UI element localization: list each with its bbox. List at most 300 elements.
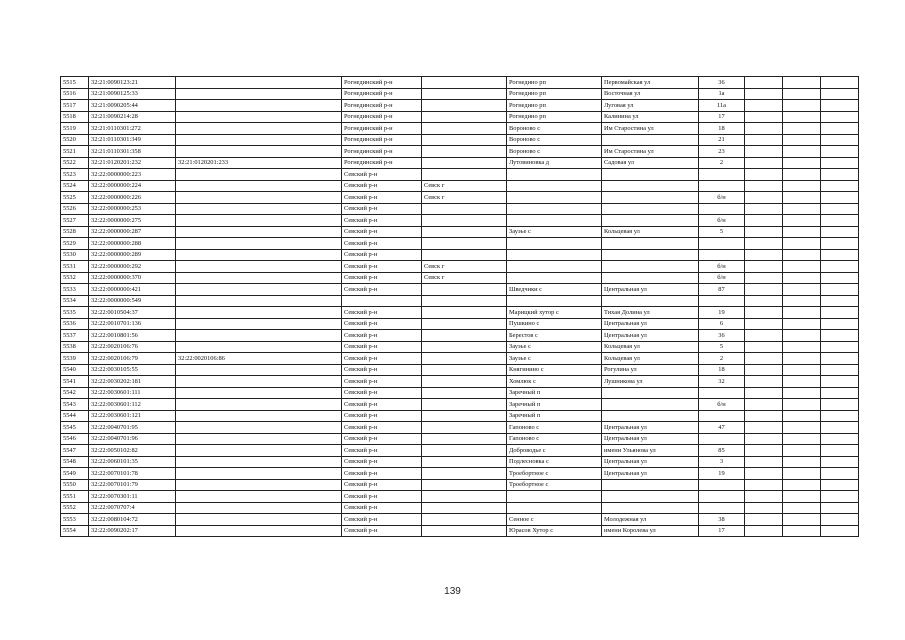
cell-settlement: Заречный п bbox=[507, 387, 602, 399]
cell-house-number bbox=[699, 491, 745, 503]
cell-city bbox=[422, 238, 507, 250]
cell-settlement bbox=[507, 249, 602, 261]
cell-linked-cadastral-number bbox=[176, 364, 342, 376]
cell-house-number: 85 bbox=[699, 445, 745, 457]
cell-extra-2 bbox=[783, 399, 821, 411]
cell-house-number: 36 bbox=[699, 330, 745, 342]
cell-extra-2 bbox=[783, 249, 821, 261]
cell-linked-cadastral-number: 32:21:0120201:233 bbox=[176, 157, 342, 169]
cell-street: Центральная ул bbox=[602, 456, 699, 468]
table-row bbox=[61, 261, 859, 273]
cell-cadastral-number: 32:22:0040701:96 bbox=[89, 433, 176, 445]
table-row bbox=[61, 364, 859, 376]
cell-cadastral-number: 32:22:0000000:223 bbox=[89, 169, 176, 181]
cell-city bbox=[422, 491, 507, 503]
cell-extra-2 bbox=[783, 192, 821, 204]
cell-row-number: 5536 bbox=[61, 318, 89, 330]
cell-linked-cadastral-number bbox=[176, 272, 342, 284]
table-row bbox=[61, 468, 859, 480]
cell-linked-cadastral-number bbox=[176, 192, 342, 204]
cell-district: Севский р-н bbox=[342, 433, 422, 445]
cell-street bbox=[602, 192, 699, 204]
cell-house-number bbox=[699, 169, 745, 181]
cell-house-number: 47 bbox=[699, 422, 745, 434]
cell-district: Севский р-н bbox=[342, 341, 422, 353]
cell-street: Им Старостина ул bbox=[602, 123, 699, 135]
cell-extra-2 bbox=[783, 226, 821, 238]
cell-extra-2 bbox=[783, 272, 821, 284]
cell-city bbox=[422, 284, 507, 296]
cell-linked-cadastral-number bbox=[176, 525, 342, 537]
cell-cadastral-number: 32:22:0030202:181 bbox=[89, 376, 176, 388]
cell-row-number: 5530 bbox=[61, 249, 89, 261]
cell-house-number: б/н bbox=[699, 215, 745, 227]
cell-street: Садовая ул bbox=[602, 157, 699, 169]
cell-extra-3 bbox=[821, 238, 859, 250]
cell-extra-2 bbox=[783, 169, 821, 181]
cell-cadastral-number: 32:22:0000000:289 bbox=[89, 249, 176, 261]
cell-street bbox=[602, 215, 699, 227]
table-row bbox=[61, 272, 859, 284]
cell-extra-2 bbox=[783, 123, 821, 135]
cell-house-number: 23 bbox=[699, 146, 745, 158]
cell-cadastral-number: 32:22:0010701:136 bbox=[89, 318, 176, 330]
cell-extra-3 bbox=[821, 180, 859, 192]
cell-city bbox=[422, 203, 507, 215]
cell-settlement: Рогнедино рп bbox=[507, 88, 602, 100]
cell-extra-2 bbox=[783, 180, 821, 192]
cell-extra-2 bbox=[783, 468, 821, 480]
table-row bbox=[61, 353, 859, 365]
cell-extra-2 bbox=[783, 525, 821, 537]
cell-extra-1 bbox=[745, 514, 783, 526]
cell-settlement: Юрасов Хутор с bbox=[507, 525, 602, 537]
cell-row-number: 5517 bbox=[61, 100, 89, 112]
cell-street bbox=[602, 180, 699, 192]
cell-city: Севск г bbox=[422, 261, 507, 273]
cell-city bbox=[422, 525, 507, 537]
cell-house-number: 5 bbox=[699, 341, 745, 353]
cell-extra-1 bbox=[745, 491, 783, 503]
cell-extra-2 bbox=[783, 203, 821, 215]
cell-row-number: 5543 bbox=[61, 399, 89, 411]
cell-city bbox=[422, 146, 507, 158]
cell-cadastral-number: 32:22:0080104:72 bbox=[89, 514, 176, 526]
cell-settlement: Доброводье с bbox=[507, 445, 602, 457]
cell-extra-1 bbox=[745, 433, 783, 445]
cell-row-number: 5527 bbox=[61, 215, 89, 227]
cell-extra-1 bbox=[745, 77, 783, 89]
cell-extra-1 bbox=[745, 134, 783, 146]
cell-street: Кольцевая ул bbox=[602, 353, 699, 365]
cell-house-number bbox=[699, 295, 745, 307]
table-row bbox=[61, 295, 859, 307]
cell-linked-cadastral-number bbox=[176, 502, 342, 514]
cell-cadastral-number: 32:21:0090123:21 bbox=[89, 77, 176, 89]
cell-extra-1 bbox=[745, 261, 783, 273]
cell-row-number: 5535 bbox=[61, 307, 89, 319]
cell-extra-3 bbox=[821, 249, 859, 261]
cell-street bbox=[602, 203, 699, 215]
table-row bbox=[61, 88, 859, 100]
cell-street bbox=[602, 502, 699, 514]
cell-extra-1 bbox=[745, 226, 783, 238]
cell-settlement: Марицкий хутор с bbox=[507, 307, 602, 319]
cell-settlement: Рогнедино рп bbox=[507, 111, 602, 123]
cell-district: Рогнединский р-н bbox=[342, 100, 422, 112]
cell-street: Центральная ул bbox=[602, 330, 699, 342]
cell-city bbox=[422, 445, 507, 457]
cell-settlement bbox=[507, 261, 602, 273]
cell-row-number: 5534 bbox=[61, 295, 89, 307]
cell-linked-cadastral-number bbox=[176, 134, 342, 146]
cell-street: Калинина ул bbox=[602, 111, 699, 123]
cell-linked-cadastral-number bbox=[176, 307, 342, 319]
cell-extra-1 bbox=[745, 192, 783, 204]
cell-extra-1 bbox=[745, 111, 783, 123]
cell-extra-1 bbox=[745, 445, 783, 457]
cell-street: Им Старостина ул bbox=[602, 146, 699, 158]
cell-extra-3 bbox=[821, 330, 859, 342]
cell-linked-cadastral-number bbox=[176, 422, 342, 434]
cell-house-number bbox=[699, 479, 745, 491]
table-row bbox=[61, 433, 859, 445]
cell-district: Севский р-н bbox=[342, 422, 422, 434]
cell-cadastral-number: 32:22:0050102:82 bbox=[89, 445, 176, 457]
cell-linked-cadastral-number bbox=[176, 261, 342, 273]
table-row bbox=[61, 169, 859, 181]
cell-district: Севский р-н bbox=[342, 238, 422, 250]
cell-cadastral-number: 32:22:0000000:224 bbox=[89, 180, 176, 192]
cell-house-number bbox=[699, 238, 745, 250]
cell-extra-2 bbox=[783, 514, 821, 526]
cell-settlement: Гапоново с bbox=[507, 422, 602, 434]
cell-cadastral-number: 32:21:0110301:358 bbox=[89, 146, 176, 158]
cell-extra-1 bbox=[745, 479, 783, 491]
cell-cadastral-number: 32:22:0030105:55 bbox=[89, 364, 176, 376]
cell-district: Севский р-н bbox=[342, 502, 422, 514]
cell-extra-1 bbox=[745, 295, 783, 307]
cell-extra-3 bbox=[821, 376, 859, 388]
cell-city bbox=[422, 157, 507, 169]
cell-linked-cadastral-number bbox=[176, 341, 342, 353]
cell-house-number: 6 bbox=[699, 318, 745, 330]
cell-district: Севский р-н bbox=[342, 514, 422, 526]
cell-house-number: б/н bbox=[699, 261, 745, 273]
table-row bbox=[61, 123, 859, 135]
cell-extra-2 bbox=[783, 491, 821, 503]
cell-linked-cadastral-number bbox=[176, 249, 342, 261]
cell-cadastral-number: 32:22:0040701:95 bbox=[89, 422, 176, 434]
cell-city bbox=[422, 111, 507, 123]
table-row bbox=[61, 249, 859, 261]
table-row bbox=[61, 341, 859, 353]
cell-extra-2 bbox=[783, 146, 821, 158]
cell-district: Рогнединский р-н bbox=[342, 134, 422, 146]
cell-extra-3 bbox=[821, 272, 859, 284]
cell-city bbox=[422, 77, 507, 89]
cell-cadastral-number: 32:22:0060101:35 bbox=[89, 456, 176, 468]
cell-city bbox=[422, 307, 507, 319]
cell-extra-1 bbox=[745, 525, 783, 537]
table-row bbox=[61, 111, 859, 123]
cell-extra-2 bbox=[783, 215, 821, 227]
cell-house-number: б/н bbox=[699, 272, 745, 284]
cell-house-number: 32 bbox=[699, 376, 745, 388]
cell-extra-1 bbox=[745, 180, 783, 192]
cell-linked-cadastral-number: 32:22:0020106:86 bbox=[176, 353, 342, 365]
cell-house-number: б/н bbox=[699, 192, 745, 204]
table-row bbox=[61, 318, 859, 330]
cell-row-number: 5553 bbox=[61, 514, 89, 526]
cell-city: Севск г bbox=[422, 180, 507, 192]
cell-district: Севский р-н bbox=[342, 192, 422, 204]
cell-row-number: 5522 bbox=[61, 157, 89, 169]
table-row bbox=[61, 330, 859, 342]
cell-house-number: 19 bbox=[699, 468, 745, 480]
cell-district: Севский р-н bbox=[342, 169, 422, 181]
cell-house-number: 2 bbox=[699, 157, 745, 169]
cell-city bbox=[422, 295, 507, 307]
cell-extra-1 bbox=[745, 468, 783, 480]
cell-street: имени Королева ул bbox=[602, 525, 699, 537]
cell-city bbox=[422, 433, 507, 445]
cell-house-number bbox=[699, 249, 745, 261]
cell-linked-cadastral-number bbox=[176, 180, 342, 192]
cell-row-number: 5518 bbox=[61, 111, 89, 123]
cell-settlement bbox=[507, 502, 602, 514]
cell-extra-2 bbox=[783, 261, 821, 273]
cell-settlement: Вороново с bbox=[507, 123, 602, 135]
cell-cadastral-number: 32:22:0000000:370 bbox=[89, 272, 176, 284]
cell-house-number: 11а bbox=[699, 100, 745, 112]
cell-street: Кольцевая ул bbox=[602, 341, 699, 353]
cell-street: Рогулина ул bbox=[602, 364, 699, 376]
cell-district: Севский р-н bbox=[342, 525, 422, 537]
cell-extra-1 bbox=[745, 364, 783, 376]
cell-extra-3 bbox=[821, 525, 859, 537]
cell-extra-1 bbox=[745, 146, 783, 158]
cell-district: Севский р-н bbox=[342, 261, 422, 273]
cell-street: Центральная ул bbox=[602, 468, 699, 480]
cell-district: Севский р-н bbox=[342, 226, 422, 238]
cell-settlement: Троебортное с bbox=[507, 479, 602, 491]
cell-city bbox=[422, 468, 507, 480]
cell-linked-cadastral-number bbox=[176, 238, 342, 250]
cell-house-number bbox=[699, 410, 745, 422]
cell-linked-cadastral-number bbox=[176, 491, 342, 503]
cell-extra-2 bbox=[783, 157, 821, 169]
table-row bbox=[61, 491, 859, 503]
cell-linked-cadastral-number bbox=[176, 88, 342, 100]
cell-house-number: б/н bbox=[699, 399, 745, 411]
cell-cadastral-number: 32:21:0090205:44 bbox=[89, 100, 176, 112]
cell-extra-1 bbox=[745, 157, 783, 169]
cell-extra-2 bbox=[783, 376, 821, 388]
cell-row-number: 5520 bbox=[61, 134, 89, 146]
cell-linked-cadastral-number bbox=[176, 445, 342, 457]
table-row bbox=[61, 157, 859, 169]
cell-row-number: 5531 bbox=[61, 261, 89, 273]
cell-house-number: 18 bbox=[699, 123, 745, 135]
cell-cadastral-number: 32:21:0090125:33 bbox=[89, 88, 176, 100]
cell-row-number: 5550 bbox=[61, 479, 89, 491]
cell-district: Севский р-н bbox=[342, 387, 422, 399]
cell-district: Севский р-н bbox=[342, 399, 422, 411]
cell-settlement: Княгинино с bbox=[507, 364, 602, 376]
cell-extra-3 bbox=[821, 88, 859, 100]
cell-house-number: 17 bbox=[699, 111, 745, 123]
cell-street: Центральная ул bbox=[602, 318, 699, 330]
cell-extra-3 bbox=[821, 387, 859, 399]
cell-row-number: 5539 bbox=[61, 353, 89, 365]
cell-linked-cadastral-number bbox=[176, 479, 342, 491]
cell-linked-cadastral-number bbox=[176, 410, 342, 422]
cell-city bbox=[422, 410, 507, 422]
cell-street: Центральная ул bbox=[602, 284, 699, 296]
cell-settlement: Пушкино с bbox=[507, 318, 602, 330]
cell-row-number: 5515 bbox=[61, 77, 89, 89]
cell-cadastral-number: 32:22:0070301:11 bbox=[89, 491, 176, 503]
table-row bbox=[61, 399, 859, 411]
cell-linked-cadastral-number bbox=[176, 514, 342, 526]
cell-district: Севский р-н bbox=[342, 307, 422, 319]
cell-cadastral-number: 32:21:0090214:28 bbox=[89, 111, 176, 123]
cell-street bbox=[602, 410, 699, 422]
cell-cadastral-number: 32:22:0020106:79 bbox=[89, 353, 176, 365]
cell-city bbox=[422, 318, 507, 330]
cell-row-number: 5526 bbox=[61, 203, 89, 215]
cell-district: Севский р-н bbox=[342, 456, 422, 468]
cell-extra-1 bbox=[745, 387, 783, 399]
cell-settlement: Вороново с bbox=[507, 134, 602, 146]
cell-extra-2 bbox=[783, 307, 821, 319]
cell-house-number: 19 bbox=[699, 307, 745, 319]
cell-extra-2 bbox=[783, 318, 821, 330]
cell-settlement bbox=[507, 203, 602, 215]
cell-district: Рогнединский р-н bbox=[342, 111, 422, 123]
cell-city bbox=[422, 330, 507, 342]
table-row bbox=[61, 514, 859, 526]
cell-row-number: 5532 bbox=[61, 272, 89, 284]
cell-extra-1 bbox=[745, 284, 783, 296]
cell-district: Рогнединский р-н bbox=[342, 146, 422, 158]
cell-district: Севский р-н bbox=[342, 364, 422, 376]
cell-settlement: Заречный п bbox=[507, 399, 602, 411]
cell-row-number: 5542 bbox=[61, 387, 89, 399]
cell-settlement: Зауэье с bbox=[507, 341, 602, 353]
cell-row-number: 5541 bbox=[61, 376, 89, 388]
cell-extra-1 bbox=[745, 203, 783, 215]
cell-street bbox=[602, 169, 699, 181]
cell-settlement bbox=[507, 272, 602, 284]
cell-linked-cadastral-number bbox=[176, 330, 342, 342]
table-row bbox=[61, 77, 859, 89]
cell-linked-cadastral-number bbox=[176, 111, 342, 123]
cell-row-number: 5552 bbox=[61, 502, 89, 514]
cell-row-number: 5525 bbox=[61, 192, 89, 204]
cell-extra-1 bbox=[745, 307, 783, 319]
cell-house-number bbox=[699, 433, 745, 445]
cell-city bbox=[422, 514, 507, 526]
cell-extra-3 bbox=[821, 410, 859, 422]
cell-street bbox=[602, 249, 699, 261]
cell-settlement: Заречный п bbox=[507, 410, 602, 422]
cell-extra-2 bbox=[783, 330, 821, 342]
cell-row-number: 5544 bbox=[61, 410, 89, 422]
cell-city bbox=[422, 502, 507, 514]
cell-row-number: 5519 bbox=[61, 123, 89, 135]
cell-extra-1 bbox=[745, 215, 783, 227]
cell-city bbox=[422, 353, 507, 365]
cell-street: Кольцевая ул bbox=[602, 226, 699, 238]
cell-settlement: Зауэье с bbox=[507, 353, 602, 365]
cell-extra-2 bbox=[783, 284, 821, 296]
cell-linked-cadastral-number bbox=[176, 146, 342, 158]
cell-settlement bbox=[507, 169, 602, 181]
cell-city bbox=[422, 226, 507, 238]
cell-district: Севский р-н bbox=[342, 180, 422, 192]
cell-linked-cadastral-number bbox=[176, 456, 342, 468]
cell-extra-3 bbox=[821, 468, 859, 480]
cell-street bbox=[602, 134, 699, 146]
cell-street: Лушникова ул bbox=[602, 376, 699, 388]
cell-house-number: 1а bbox=[699, 88, 745, 100]
table-row bbox=[61, 387, 859, 399]
cell-row-number: 5540 bbox=[61, 364, 89, 376]
cell-district: Севский р-н bbox=[342, 468, 422, 480]
cell-district: Севский р-н bbox=[342, 215, 422, 227]
cell-district: Рогнединский р-н bbox=[342, 157, 422, 169]
cell-extra-3 bbox=[821, 123, 859, 135]
table-row bbox=[61, 180, 859, 192]
cell-linked-cadastral-number bbox=[176, 376, 342, 388]
cell-linked-cadastral-number bbox=[176, 433, 342, 445]
cell-extra-1 bbox=[745, 238, 783, 250]
cell-street: Тихая Долина ул bbox=[602, 307, 699, 319]
cell-city bbox=[422, 134, 507, 146]
cell-extra-3 bbox=[821, 422, 859, 434]
cell-cadastral-number: 32:22:0000000:253 bbox=[89, 203, 176, 215]
cell-extra-3 bbox=[821, 433, 859, 445]
cell-cadastral-number: 32:22:0000000:288 bbox=[89, 238, 176, 250]
cell-linked-cadastral-number bbox=[176, 387, 342, 399]
cell-district: Севский р-н bbox=[342, 318, 422, 330]
cell-district: Севский р-н bbox=[342, 249, 422, 261]
cell-extra-2 bbox=[783, 77, 821, 89]
cell-cadastral-number: 32:22:0010801:56 bbox=[89, 330, 176, 342]
cell-row-number: 5524 bbox=[61, 180, 89, 192]
cell-cadastral-number: 32:22:0000000:287 bbox=[89, 226, 176, 238]
cell-cadastral-number: 32:22:0000000:226 bbox=[89, 192, 176, 204]
cell-row-number: 5533 bbox=[61, 284, 89, 296]
table-row bbox=[61, 479, 859, 491]
cell-district: Севский р-н bbox=[342, 376, 422, 388]
table-row bbox=[61, 525, 859, 537]
cell-cadastral-number: 32:22:0000000:549 bbox=[89, 295, 176, 307]
cell-cadastral-number: 32:22:0090202:17 bbox=[89, 525, 176, 537]
cell-house-number: 3 bbox=[699, 456, 745, 468]
cell-city: Севск г bbox=[422, 272, 507, 284]
cell-cadastral-number: 32:22:0070707:4 bbox=[89, 502, 176, 514]
cell-row-number: 5545 bbox=[61, 422, 89, 434]
cell-extra-3 bbox=[821, 318, 859, 330]
cell-extra-1 bbox=[745, 318, 783, 330]
cell-extra-2 bbox=[783, 364, 821, 376]
cell-cadastral-number: 32:22:0070101:78 bbox=[89, 468, 176, 480]
cell-row-number: 5538 bbox=[61, 341, 89, 353]
cell-extra-2 bbox=[783, 88, 821, 100]
